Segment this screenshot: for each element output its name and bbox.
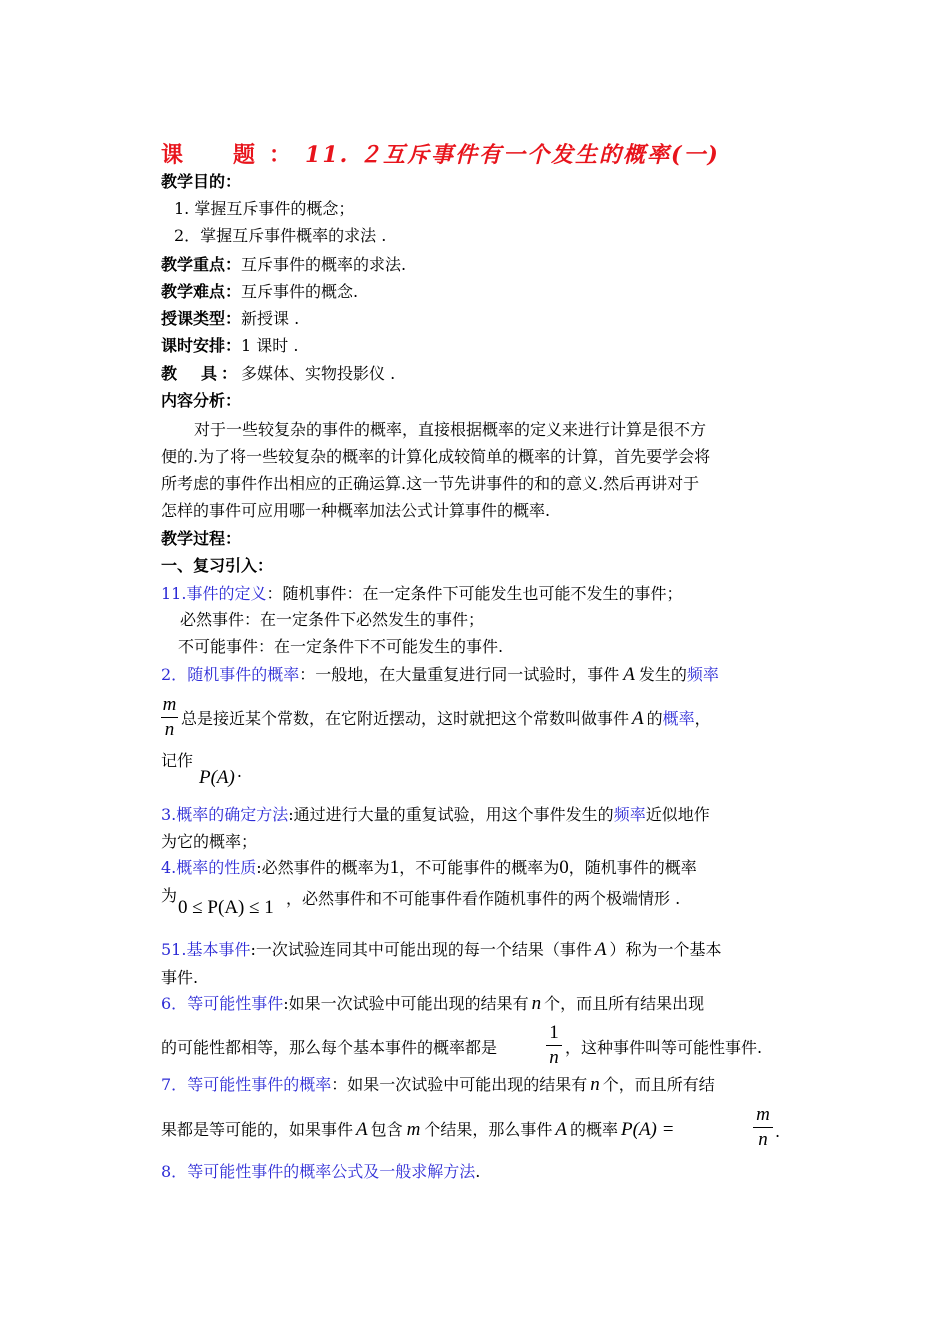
point-7-var-a: A bbox=[356, 1119, 368, 1140]
schedule-text: 1 课时 . bbox=[241, 336, 299, 355]
point-2 bbox=[161, 663, 719, 687]
point-7 bbox=[161, 1073, 715, 1097]
point-1-line-3: 不可能事件：在一定条件下不可能发生的事件. bbox=[178, 637, 504, 656]
point-2-line-2 bbox=[181, 707, 711, 731]
point-2-fraction bbox=[161, 694, 178, 741]
point-1-num: 11. bbox=[161, 584, 187, 603]
tools-label: 教 具： bbox=[161, 364, 242, 383]
point-6 bbox=[161, 992, 704, 1016]
point-4-zero: 0 bbox=[559, 857, 569, 878]
point-7-var-m: m bbox=[406, 1119, 421, 1140]
point-3-num: 3. bbox=[161, 805, 177, 824]
point-6-text-1: :如果一次试验中可能出现的结果有 bbox=[283, 994, 529, 1013]
difficulty bbox=[161, 280, 358, 304]
point-3-text-2: 近似地作 bbox=[645, 805, 710, 824]
point-2-note bbox=[199, 760, 242, 790]
point-2-note-expr: P(A) bbox=[199, 767, 235, 788]
point-2-fraction-den: n bbox=[164, 719, 175, 740]
point-4-line-2 bbox=[178, 896, 274, 920]
point-2-fraction-num: m bbox=[162, 694, 177, 715]
analysis-line-4: 怎样的事件可应用哪一种概率加法公式计算事件的概率. bbox=[161, 501, 551, 520]
point-7-line-2 bbox=[161, 1118, 674, 1142]
point-7-fraction-num: m bbox=[756, 1104, 770, 1125]
point-6-fraction-num: 1 bbox=[549, 1022, 559, 1043]
point-3-text-1: :通过进行大量的重复试验，用这个事件发生的 bbox=[288, 805, 614, 824]
analysis-line-3: 所考虑的事件作出相应的正确运算.这一节先讲事件的和的意义.然后再讲对于 bbox=[161, 474, 700, 493]
schedule-label: 课时安排： bbox=[161, 336, 242, 355]
point-6-fraction bbox=[546, 1022, 562, 1069]
point-2-term-probability: 概率 bbox=[662, 709, 695, 728]
lesson-title-label: 课 题： bbox=[161, 142, 306, 168]
point-7-expr: P(A) = bbox=[621, 1119, 675, 1140]
point-2-num: 2． bbox=[161, 665, 188, 684]
difficulty-label: 教学难点： bbox=[161, 282, 242, 301]
point-7-num: 7． bbox=[161, 1075, 188, 1094]
point-7-term: 等可能性事件的概率 bbox=[187, 1075, 332, 1094]
point-4-term: 概率的性质 bbox=[176, 858, 257, 877]
fraction-bar bbox=[161, 717, 178, 718]
point-7-text-1: ：如果一次试验中可能出现的结果有 bbox=[331, 1075, 588, 1094]
point-2-term: 随机事件的概率 bbox=[187, 665, 300, 684]
point-2-text-1: ：一般地，在大量重复进行同一试验时，事件 bbox=[299, 665, 620, 684]
point-7-line-2d: 的概率 bbox=[570, 1120, 619, 1139]
point-5-line-2: 事件. bbox=[161, 968, 199, 987]
point-2-var-a: A bbox=[623, 664, 635, 685]
point-6-line-2 bbox=[161, 1036, 497, 1060]
point-2-text-3: 总是接近某个常数，在它附近摆动，这时就把这个常数叫做事件 bbox=[181, 709, 630, 728]
point-6-var-n: n bbox=[531, 993, 542, 1014]
section-review: 一、复习引入： bbox=[161, 556, 274, 575]
point-3-line-2: 为它的概率； bbox=[161, 832, 258, 851]
point-7-line-2b: 包含 bbox=[370, 1120, 403, 1139]
point-5-num: 51. bbox=[161, 940, 187, 959]
point-7-var-a2: A bbox=[555, 1119, 567, 1140]
goals-heading: 教学目的： bbox=[161, 172, 242, 191]
point-2-note-prefix: 记作 bbox=[161, 751, 194, 770]
point-2-text-2: 发生的 bbox=[638, 665, 687, 684]
point-8-term: 等可能性事件的概率公式及一般求解方法 bbox=[187, 1162, 476, 1181]
schedule bbox=[161, 334, 298, 358]
point-6-text-2: 个，而且所有结果出现 bbox=[544, 994, 705, 1013]
fraction-bar bbox=[753, 1127, 773, 1128]
point-6-fraction-den: n bbox=[549, 1047, 559, 1068]
analysis-line-1: 对于一些较复杂的事件的概率，直接根据概率的定义来进行计算是很不方 bbox=[194, 420, 707, 439]
point-1-line-2: 必然事件：在一定条件下必然发生的事件； bbox=[180, 610, 485, 629]
point-4-text-3: ，随机事件的概率 bbox=[568, 858, 697, 877]
analysis-heading: 内容分析： bbox=[161, 391, 242, 410]
point-5 bbox=[161, 938, 722, 962]
key-point-text: 互斥事件的概率的求法. bbox=[241, 255, 407, 274]
point-6-num: 6． bbox=[161, 994, 188, 1013]
point-4-line-2-suffix: ，必然事件和不可能事件看作随机事件的两个极端情形 . bbox=[286, 889, 681, 908]
point-5-text-1: :一次试验连同其中可能出现的每一个结果（事件 bbox=[250, 940, 592, 959]
point-2-note-suffix: . bbox=[236, 762, 242, 781]
point-6-line-2b: ，这种事件叫等可能性事件. bbox=[565, 1038, 763, 1057]
point-8 bbox=[161, 1160, 480, 1184]
point-7-fraction bbox=[753, 1104, 773, 1151]
point-2-text-5: ， bbox=[694, 709, 711, 728]
point-5-term: 基本事件 bbox=[186, 940, 251, 959]
point-4 bbox=[161, 856, 697, 880]
goal-item-2: 2．掌握互斥事件概率的求法 . bbox=[174, 226, 387, 245]
point-4-text-2: ，不可能事件的概率为 bbox=[399, 858, 560, 877]
point-1-text: ：随机事件：在一定条件下可能发生也可能不发生的事件； bbox=[266, 584, 683, 603]
tools-text: 多媒体、实物投影仪 . bbox=[241, 364, 396, 383]
point-4-one: 1 bbox=[389, 857, 400, 878]
key-point-label: 教学重点： bbox=[161, 255, 242, 274]
analysis-line-2: 便的.为了将一些较复杂的概率的计算化成较简单的概率的计算，首先要学会将 bbox=[161, 447, 711, 466]
point-4-line-2-prefix: 为 bbox=[161, 886, 178, 905]
point-6-line-2a: 的可能性都相等，那么每个基本事件的概率都是 bbox=[161, 1038, 498, 1057]
lesson-type-label: 授课类型： bbox=[161, 309, 242, 328]
lesson-type bbox=[161, 307, 299, 331]
point-4-text-1: :必然事件的概率为 bbox=[256, 858, 390, 877]
point-7-end: . bbox=[775, 1122, 781, 1141]
point-5-var-a: A bbox=[594, 939, 607, 960]
point-5-text-2: ）称为一个基本 bbox=[609, 940, 722, 959]
lesson-title bbox=[161, 140, 720, 170]
point-2-text-4: 的 bbox=[646, 709, 663, 728]
point-8-num: 8． bbox=[161, 1162, 188, 1181]
point-6-term: 等可能性事件 bbox=[187, 994, 284, 1013]
lesson-type-text: 新授课 . bbox=[241, 309, 300, 328]
point-2-var-a2: A bbox=[632, 708, 644, 729]
tools bbox=[161, 362, 395, 386]
point-4-range: 0 ≤ P(A) ≤ 1 bbox=[178, 897, 274, 918]
point-8-end: . bbox=[475, 1162, 481, 1181]
point-1-term: 事件的定义 bbox=[186, 584, 267, 603]
process-heading: 教学过程： bbox=[161, 529, 242, 548]
lesson-title-text: 11. ２互斥事件有一个发生的概率(一) bbox=[305, 142, 720, 168]
point-1 bbox=[161, 582, 682, 606]
difficulty-text: 互斥事件的概念. bbox=[241, 282, 359, 301]
point-3-term: 概率的确定方法 bbox=[176, 805, 289, 824]
point-7-fraction-den: n bbox=[758, 1129, 768, 1150]
goal-item-1: 1. 掌握互斥事件的概念； bbox=[174, 199, 355, 218]
point-7-line-2a: 果都是等可能的，如果事件 bbox=[161, 1120, 354, 1139]
point-7-text-2: 个，而且所有结 bbox=[602, 1075, 715, 1094]
point-3 bbox=[161, 803, 710, 827]
point-4-num: 4. bbox=[161, 858, 177, 877]
point-2-term-frequency: 频率 bbox=[686, 665, 719, 684]
key-point bbox=[161, 253, 406, 277]
point-3-term-frequency: 频率 bbox=[613, 805, 646, 824]
point-7-var-n: n bbox=[590, 1074, 600, 1095]
point-7-line-2c: 个结果，那么事件 bbox=[424, 1120, 553, 1139]
fraction-bar bbox=[546, 1045, 562, 1046]
